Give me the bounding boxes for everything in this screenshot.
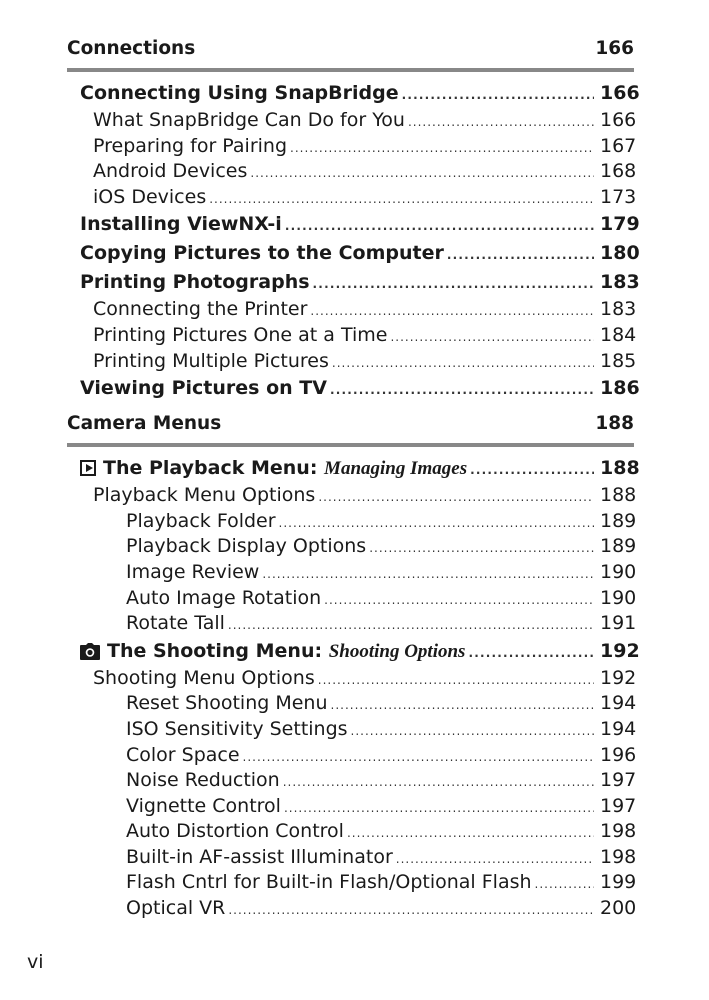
entry-text: Flash Cntrl for Built-in Flash/Optional Flash [126, 871, 532, 894]
dot-leader [209, 187, 594, 213]
entry-text: Android Devices [93, 160, 248, 183]
entry-title [126, 743, 240, 769]
entry-text: Playback Menu Options [93, 484, 316, 507]
entry-title [93, 159, 247, 185]
entry-page: 188 [600, 457, 640, 480]
toc-entry[interactable] [67, 870, 637, 896]
entry-title [93, 483, 315, 509]
entry-page: 166 [600, 109, 637, 131]
entry-page: 180 [600, 242, 640, 265]
toc-entry[interactable] [67, 210, 640, 239]
toc-entry[interactable] [67, 268, 640, 297]
section-heading [67, 34, 634, 64]
entry-text: iOS Devices [93, 185, 207, 208]
entry-page: 183 [600, 298, 637, 321]
entry-title [93, 297, 307, 323]
entry-text: Viewing Pictures on TV [80, 377, 327, 400]
toc-entry[interactable] [67, 134, 637, 160]
section-title: Connections [67, 38, 196, 59]
entry-page: 200 [600, 897, 637, 920]
dot-leader [470, 456, 594, 485]
entry-text: Preparing for Pairing [93, 134, 288, 157]
toc-entry[interactable] [67, 374, 640, 403]
dot-leader [310, 299, 594, 325]
section-title: Camera Menus [67, 413, 222, 435]
toc-entry[interactable] [67, 845, 637, 871]
section-rule [67, 68, 634, 72]
toc-entry[interactable] [67, 794, 637, 820]
dot-leader [243, 745, 594, 771]
entry-text: Playback Display Options [126, 535, 367, 558]
toc-entry[interactable] [67, 534, 637, 560]
toc-entry[interactable] [67, 159, 637, 185]
section-page: 188 [595, 413, 634, 435]
entry-text: Playback Folder [126, 509, 276, 532]
entry-page: 173 [600, 185, 637, 208]
entry-text: Connecting the Printer [93, 298, 308, 321]
toc-entry[interactable] [67, 297, 637, 323]
entry-page: 184 [600, 323, 637, 346]
dot-leader [402, 81, 594, 110]
entry-title [80, 239, 444, 268]
entry-title [80, 637, 465, 669]
dot-leader [324, 588, 594, 614]
entry-page: 194 [600, 717, 637, 740]
entry-text: Shooting Menu Options [93, 666, 315, 689]
dot-leader [283, 770, 594, 796]
entry-text: Installing ViewNX-i [80, 213, 282, 236]
entry-text: The Playback Menu: [103, 457, 325, 480]
entry-text: Reset Shooting Menu [126, 692, 328, 715]
entry-page: 190 [600, 560, 637, 583]
section-rule [67, 443, 634, 447]
entry-text: Image Review [126, 560, 260, 583]
entry-page: 192 [600, 666, 637, 689]
camera-icon [80, 640, 100, 669]
toc-entry[interactable] [67, 454, 640, 483]
entry-title [126, 717, 348, 743]
entry-title [126, 534, 366, 560]
entry-text: Auto Image Rotation [126, 586, 322, 609]
dot-leader [318, 485, 594, 511]
entry-text: Optical VR [126, 897, 226, 920]
toc-entry[interactable] [67, 666, 637, 692]
toc-entry[interactable] [67, 108, 637, 134]
entry-page: 194 [600, 692, 637, 715]
entry-subtitle: Managing Images [324, 458, 468, 480]
toc-entry[interactable] [67, 768, 637, 794]
entry-page: 197 [600, 794, 637, 817]
entry-title [93, 666, 315, 692]
entry-page: 167 [600, 134, 637, 157]
dot-leader [331, 693, 594, 719]
toc-entry[interactable] [67, 717, 637, 743]
section-page: 166 [595, 38, 634, 59]
entry-page: 183 [600, 271, 640, 294]
entry-title [126, 794, 281, 820]
entry-title [126, 845, 393, 871]
dot-leader [279, 511, 594, 537]
entry-title [93, 185, 206, 211]
entry-title [126, 819, 344, 845]
dot-leader [535, 872, 594, 898]
toc-entry[interactable] [67, 483, 637, 509]
playback-icon [80, 460, 96, 476]
toc-entry[interactable] [67, 586, 637, 612]
entry-title [126, 870, 532, 896]
entry-page: 185 [600, 349, 637, 372]
entry-text: What SnapBridge Can Do for You [93, 109, 405, 131]
entry-title [93, 108, 405, 134]
entry-title [93, 349, 329, 375]
entry-title [80, 268, 310, 297]
dot-leader [290, 136, 594, 162]
entry-page: 189 [600, 509, 637, 532]
entry-page: 197 [600, 769, 637, 792]
entry-text: Auto Distortion Control [126, 820, 344, 843]
dot-leader [351, 719, 594, 745]
entry-title [126, 896, 225, 922]
toc-entry[interactable] [67, 560, 637, 586]
dot-leader [396, 847, 594, 873]
entry-title [126, 509, 276, 535]
entry-title [126, 768, 280, 794]
entry-text: Rotate Tall [126, 612, 225, 635]
entry-page: 190 [600, 586, 637, 609]
toc-entry[interactable] [67, 896, 637, 922]
dot-leader [390, 325, 594, 351]
entry-page: 191 [600, 612, 637, 635]
entry-page: 189 [600, 535, 637, 558]
toc-entry[interactable] [67, 79, 640, 108]
entry-page: 188 [600, 484, 637, 507]
section-heading [67, 409, 634, 439]
page-number: vi [27, 951, 44, 973]
entry-title [126, 611, 225, 637]
toc-entry[interactable] [67, 611, 637, 637]
entry-text: Color Space [126, 743, 240, 766]
entry-title [80, 79, 399, 108]
dot-leader [228, 613, 594, 639]
toc-entry[interactable] [67, 743, 637, 769]
entry-title [126, 560, 259, 586]
entry-page: 199 [600, 871, 637, 894]
dot-leader [285, 212, 594, 241]
entry-subtitle: Shooting Options [328, 640, 466, 662]
entry-text: Noise Reduction [126, 769, 280, 792]
dot-leader [318, 668, 594, 694]
entry-title [126, 691, 328, 717]
entry-text: Printing Multiple Pictures [93, 349, 329, 372]
dot-leader [250, 161, 594, 187]
entry-text: Vignette Control [126, 794, 281, 817]
entry-text: ISO Sensitivity Settings [126, 717, 348, 740]
entry-title [93, 323, 387, 349]
entry-text: Connecting Using SnapBridge [80, 82, 399, 104]
entry-title [126, 586, 321, 612]
entry-page: 179 [600, 213, 640, 236]
entry-title [80, 210, 282, 239]
entry-page: 198 [600, 820, 637, 843]
entry-title [80, 374, 327, 403]
dot-leader [313, 270, 594, 299]
entry-page: 168 [600, 160, 637, 183]
toc-entry[interactable] [67, 637, 640, 666]
dot-leader [468, 639, 594, 668]
entry-page: 198 [600, 845, 637, 868]
entry-title [80, 454, 467, 483]
dot-leader [408, 110, 594, 136]
entry-page: 196 [600, 743, 637, 766]
dot-leader [369, 536, 594, 562]
entry-text: The Shooting Menu: [107, 639, 329, 662]
dot-leader [262, 562, 594, 588]
dot-leader [330, 376, 594, 405]
entry-text: Built-in AF-assist Illuminator [126, 845, 393, 868]
dot-leader [347, 821, 594, 847]
toc-entry[interactable] [67, 819, 637, 845]
toc-entry[interactable] [67, 691, 637, 717]
entry-page: 166 [600, 82, 640, 104]
entry-text: Copying Pictures to the Computer [80, 242, 444, 265]
entry-page: 192 [600, 639, 640, 662]
toc-entry[interactable] [67, 323, 637, 349]
entry-page: 186 [600, 377, 640, 400]
entry-title [93, 134, 287, 160]
toc-entry[interactable] [67, 185, 637, 211]
entry-text: Printing Photographs [80, 271, 310, 294]
entry-text: Printing Pictures One at a Time [93, 323, 388, 346]
dot-leader [332, 351, 594, 377]
toc-entry[interactable] [67, 509, 637, 535]
dot-leader [447, 241, 594, 270]
toc-entry[interactable] [67, 349, 637, 375]
dot-leader [284, 796, 594, 822]
dot-leader [228, 898, 594, 924]
table-of-contents [67, 34, 640, 922]
toc-entry[interactable] [67, 239, 640, 268]
